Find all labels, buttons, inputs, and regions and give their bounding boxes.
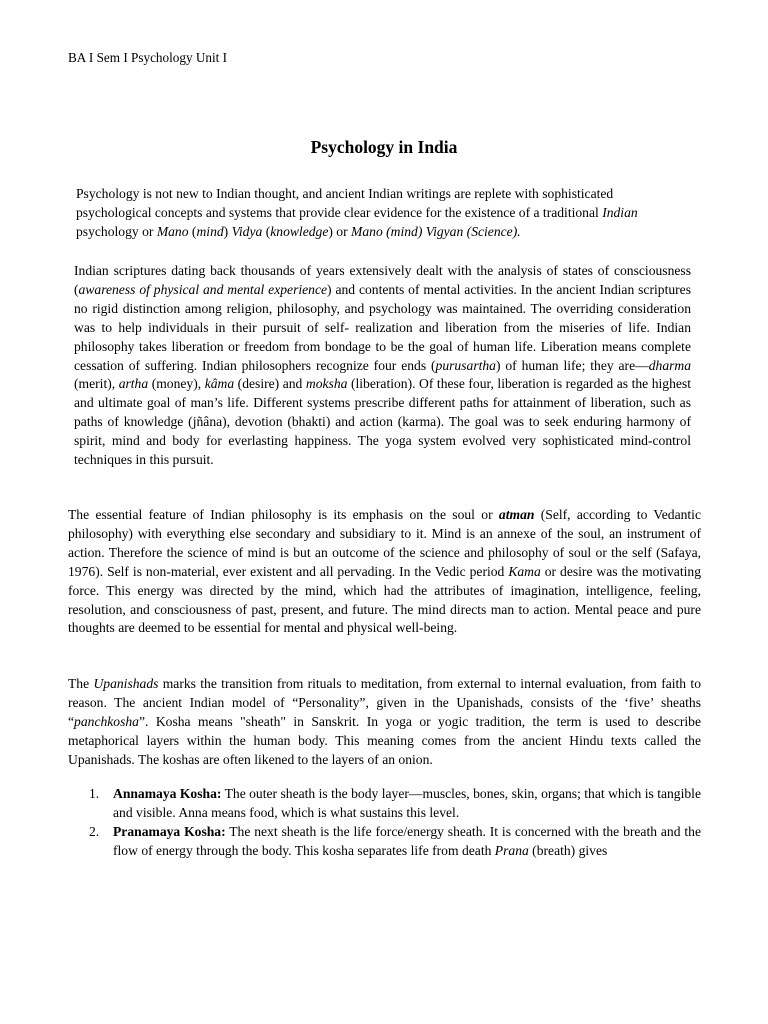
list-item: 1. Annamaya Kosha: The outer sheath is the body layer—muscles, bones, skin, organs; that which is tangible and visible. Anna means food, which is what sustains this level. (89, 786, 701, 820)
list-item: 2. Pranamaya Kosha: The next sheath is the life force/energy sheath. It is concerned with the breath and the flow of energy through the body. This kosha separates life from death Prana (breath) gives (89, 823, 702, 858)
list-number: 2. (89, 823, 100, 839)
page-header: BA I Sem I Psychology Unit I (68, 50, 227, 65)
kosha-list (68, 785, 701, 861)
list-term: Pranamaya Kosha: (113, 823, 226, 839)
paragraph-intro: Psychology is not new to Indian thought, and ancient Indian writings are replete with sophisticated psychological concepts and systems that provide clear evidence for the existence of a traditional Indian psychology or Mano (mind) Vidya (knowledge) or Mano (mind) Vigyan (Science). (76, 186, 638, 239)
paragraph-upanishads: The Upanishads marks the transition from rituals to meditation, from external to internal evaluation, from faith to reason. The ancient Indian model of “Personality”, given in the Upanishads, consists of the ‘five’ sheaths “panchkosha”. Kosha means "sheath" in Sanskrit. In yoga or yogic tradition, the term is used to describe metaphorical layers within the human body. This meaning comes from the ancient Hindu texts called the Upanishads. The koshas are often likened to the layers of an onion. (68, 676, 701, 767)
paragraph-atman: The essential feature of Indian philosophy is its emphasis on the soul or atman (Self, according to Vedantic philosophy) with everything else secondary and subsidiary to it. Mind is an annexe of the soul, an instrument of action. Therefore the science of mind is but an outcome of the science and philosophy of soul or the self (Safaya, 1976). Self is non-material, ever existent and all pervading. In the Vedic period Kama or desire was the motivating force. This energy was directed by the mind, which had the attributes of imagination, intelligence, feeling, resolution, and consciousness of past, present, and future. The mind directs man to action. Mental peace and pure thoughts are deemed to be essential for mental and physical well-being. (68, 507, 701, 636)
list-term: Annamaya Kosha: (113, 786, 222, 801)
list-number: 1. (89, 786, 100, 801)
paragraph-scriptures: Indian scriptures dating back thousands of years extensively dealt with the analysis of states of consciousness (awareness of physical and mental experience) and contents of mental activities. In the ancient Indian scriptures no rigid distinction among religion, philosophy, and psychology was maintained. The overriding consideration was to help individuals in their pursuit of self- realization and liberation from the miseries of life. Indian philosophy takes liberation or freedom from bondage to be the goal of human life. Liberation means complete cessation of suffering. Indian philosophers recognize four ends (purusartha) of human life; they are—dharma (merit), artha (money), kâma (desire) and moksha (liberation). Of these four, liberation is regarded as the highest and ultimate goal of man’s life. Different systems prescribe different paths for attainment of liberation, such as paths of knowledge (jñâna), devotion (bhakti) and action (karma). The goal was to seek enduring harmony of spirit, mind and body for everlasting happiness. The yoga system evolved very sophisticated mind-control techniques in this pursuit. (74, 263, 692, 468)
page-title: Psychology in India (310, 137, 458, 157)
